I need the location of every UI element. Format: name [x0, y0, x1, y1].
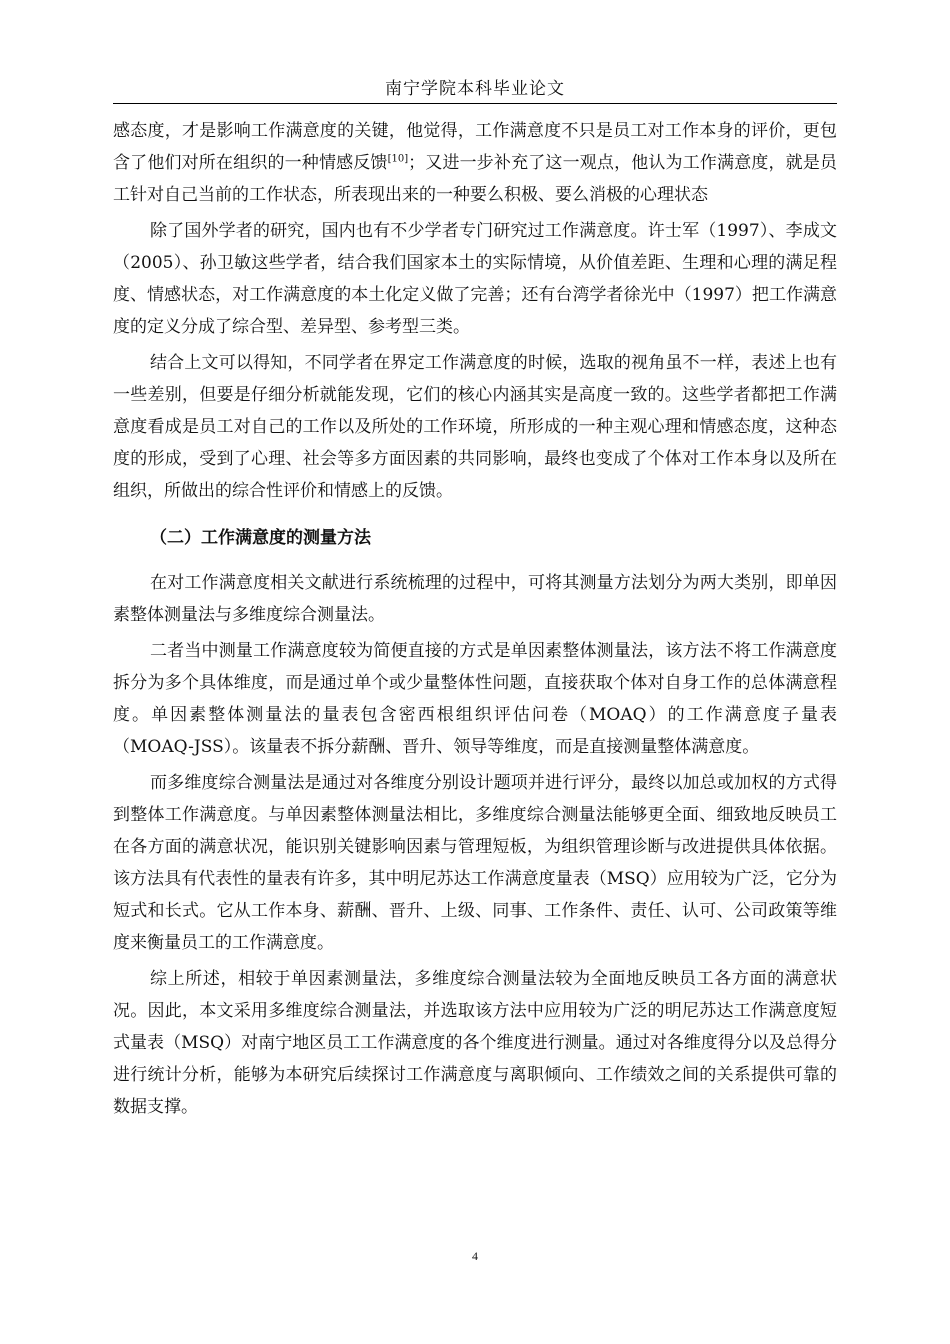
paragraph-measurement-categories: 在对工作满意度相关文献进行系统梳理的过程中，可将其测量方法划分为两大类别，即单因素整体测量法与多维度综合测量法。 [113, 573, 837, 625]
citation-marker: [10] [387, 153, 409, 165]
paragraph-summary-definitions: 结合上文可以得知，不同学者在界定工作满意度的时候，选取的视角虽不一样，表述上也有一些差别，但要是仔细分析就能发现，它们的核心内涵其实是高度一致的。这些学者都把工作满意度看成是员工对自己的工作以及所处的工作环境，所形成的一种主观心理和情感态度，这种态度的形成，受到了心理、社会等多方面因素的共同影响，最终也变成了个体对工作本身以及所在组织，所做出的综合性评价和情感上的反馈。 [113, 353, 837, 501]
paragraph-continued [113, 115, 837, 211]
paragraph-text: ；又进一步补充了这一观点，他认为工作满意度，就是员工针对自己当前的工作状态，所表现出来的一种要么积极、要么消极的心理状态 [113, 153, 838, 205]
page-header: 南宁学院本科毕业论文 [385, 79, 565, 99]
paragraph-conclusion: 综上所述，相较于单因素测量法，多维度综合测量法较为全面地反映员工各方面的满意状况。因此，本文采用多维度综合测量法，并选取该方法中应用较为广泛的明尼苏达工作满意度短式量表（MSQ）对南宁地区员工工作满意度的各个维度进行测量。通过对各维度得分以及总得分进行统计分析，能够为本研究后续探讨工作满意度与离职倾向、工作绩效之间的关系提供可靠的数据支撑。 [113, 969, 837, 1117]
paragraph-domestic-scholars: 除了国外学者的研究，国内也有不少学者专门研究过工作满意度。许士军（1997）、李成文（2005）、孙卫敏这些学者，结合我们国家本土的实际情境，从价值差距、生理和心理的满足程度、情感状态，对工作满意度的本土化定义做了完善；还有台湾学者徐光中（1997）把工作满意度的定义分成了综合型、差异型、参考型三类。 [113, 221, 837, 337]
body-text [113, 115, 837, 1123]
paragraph-single-factor: 二者当中测量工作满意度较为简便直接的方式是单因素整体测量法，该方法不将工作满意度拆分为多个具体维度，而是通过单个或少量整体性问题，直接获取个体对自身工作的总体满意程度。单因素整体测量法的量表包含密西根组织评估问卷（MOAQ）的工作满意度子量表（MOAQ-JSS）。该量表不拆分薪酬、晋升、领导等维度，而是直接测量整体满意度。 [113, 641, 837, 757]
section-heading: （二）工作满意度的测量方法 [150, 528, 371, 548]
page-number: 4 [472, 1249, 478, 1263]
paragraph-text: 感态度，才是影响工作满意度的关键，他觉得，工作满意度不只是员工对工作本身的评价，更包含了他们对所在组织的一种情感反馈 [113, 121, 837, 173]
header-rule [113, 103, 837, 104]
paragraph-multi-dimension: 而多维度综合测量法是通过对各维度分别设计题项并进行评分，最终以加总或加权的方式得到整体工作满意度。与单因素整体测量法相比，多维度综合测量法能够更全面、细致地反映员工在各方面的满意状况，能识别关键影响因素与管理短板，为组织管理诊断与改进提供具体依据。该方法具有代表性的量表有许多，其中明尼苏达工作满意度量表（MSQ）应用较为广泛，它分为短式和长式。它从工作本身、薪酬、晋升、上级、同事、工作条件、责任、认可、公司政策等维度来衡量员工的工作满意度。 [113, 773, 837, 953]
